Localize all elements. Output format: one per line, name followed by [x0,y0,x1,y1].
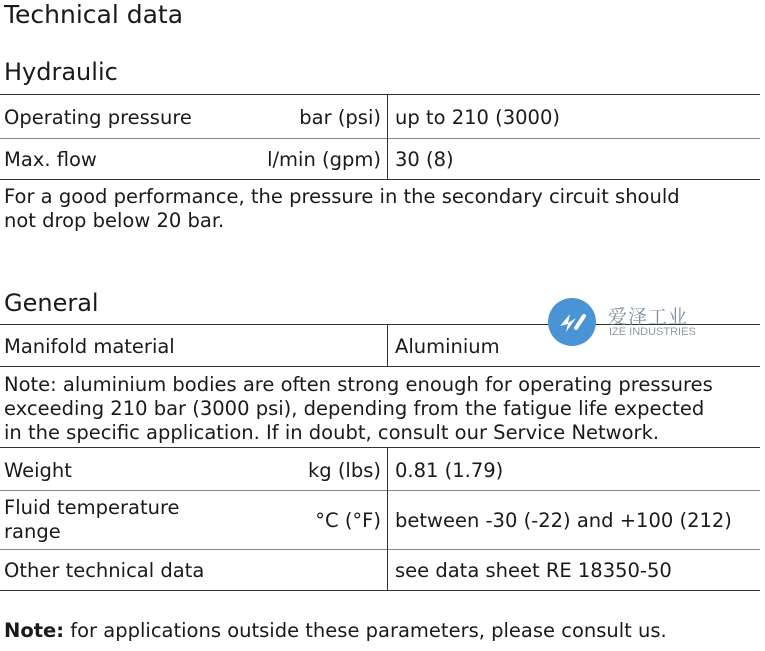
row-unit-weight: kg (lbs) [307,459,381,482]
note-line: not drop below 20 bar. [4,209,225,232]
row-value-manifold-material: Aluminium [395,335,500,358]
ize-logo-icon [546,296,598,348]
note-line: in the specific application. If in doubt, consult our Service Network. [4,421,660,444]
column-divider [387,448,388,590]
general-note [4,373,759,445]
divider [0,366,760,367]
watermark-en-text: IZE INDUSTRIES [609,326,696,338]
row-value-weight: 0.81 (1.79) [395,459,504,482]
row-value-max-flow: 30 (8) [395,148,454,171]
row-label-manifold-material: Manifold material [4,335,175,358]
page-title: Technical data [4,0,184,29]
note-prefix: Note: [4,619,65,642]
row-unit-fluid-temperature: °C (°F) [315,509,381,532]
divider [0,590,760,591]
section-heading-hydraulic: Hydraulic [4,58,118,86]
row-value-operating-pressure: up to 210 (3000) [395,106,560,129]
column-divider [387,95,388,179]
divider [0,549,760,550]
row-label-other-technical-data: Other technical data [4,559,205,582]
hydraulic-note [4,185,759,233]
row-label-operating-pressure: Operating pressure [4,106,192,129]
divider [0,138,760,139]
divider [0,179,760,180]
column-divider [387,325,388,366]
divider [0,94,760,95]
note-line: For a good performance, the pressure in the secondary circuit should [4,185,680,208]
row-value-fluid-temperature: between -30 (-22) and +100 (212) [395,509,732,532]
row-unit-max-flow: l/min (gpm) [267,148,381,171]
section-heading-general: General [4,289,99,317]
label-line: range [4,520,61,543]
row-label-fluid-temperature [4,496,180,544]
row-label-weight: Weight [4,459,72,482]
divider [0,447,760,448]
divider [0,490,760,491]
note-line: exceeding 210 bar (3000 psi), depending from the fatigue life expected [4,397,705,420]
label-line: Fluid temperature [4,496,180,519]
bottom-note [4,619,667,643]
note-line: Note: aluminium bodies are often strong enough for operating pressures [4,373,713,396]
row-value-other-technical-data: see data sheet RE 18350-50 [395,559,672,582]
watermark-cn-text: 爱泽工业 [608,306,689,328]
note-text: for applications outside these parameters, please consult us. [64,619,667,642]
row-label-max-flow: Max. flow [4,148,97,171]
row-unit-operating-pressure: bar (psi) [299,106,381,129]
